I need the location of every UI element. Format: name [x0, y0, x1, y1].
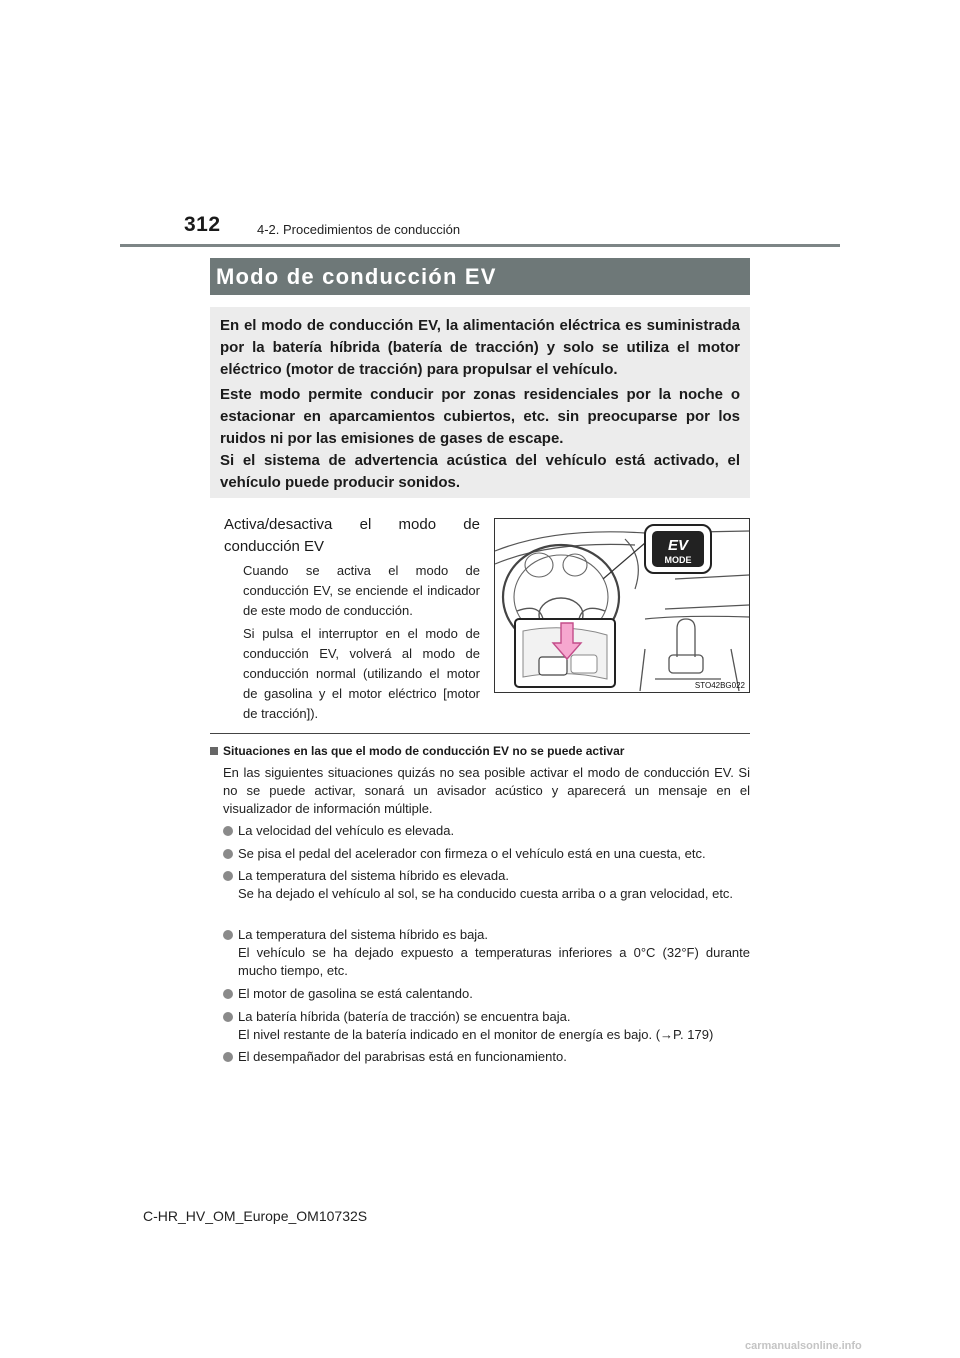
list-item: El desempañador del parabrisas está en funcionamiento.: [223, 1048, 750, 1066]
bullet-dot-icon: [223, 871, 233, 881]
bullet-dot-icon: [223, 1012, 233, 1022]
list-item: El motor de gasolina se está calentando.: [223, 985, 750, 1003]
situations-intro: En las siguientes situaciones quizás no sea posible activar el modo de conducción EV. Si no se puede activar, sonará un avisador acústico y aparecerá un mensaje en el visualizador de información múltiple.: [223, 765, 750, 816]
intro-paragraph: Si el sistema de advertencia acústica del vehículo está activado, el vehículo puede producir sonidos.: [220, 452, 740, 491]
page-number: 312: [184, 213, 221, 236]
intro-box: [210, 307, 750, 498]
section-divider: [210, 733, 750, 734]
intro-paragraph: En el modo de conducción EV, la alimentación eléctrica es suministrada por la batería híbrida (batería de tracción) y solo se utiliza el motor eléctrico (motor de tracción) para propulsar el vehículo.: [220, 317, 740, 378]
situations-title-text: Situaciones en las que el modo de conducción EV no se puede activar: [223, 744, 625, 758]
square-bullet-icon: [210, 747, 218, 755]
watermark: carmanualsonline.info: [745, 1340, 862, 1352]
header-rule: [120, 244, 840, 247]
bullet-dot-icon: [223, 1052, 233, 1062]
page-title: Modo de conducción EV: [216, 264, 497, 289]
ev-button-text-top: EV: [667, 537, 689, 554]
title-bar: [210, 258, 750, 295]
list-item: La temperatura del sistema híbrido es elevada. Se ha dejado el vehículo al sol, se ha conducido cuesta arriba o a gran velocidad, etc.: [223, 867, 750, 903]
ev-switch-note: Cuando se activa el modo de conducción EV, se enciende el indicador de este modo de conducción.: [243, 563, 480, 618]
bullet-dot-icon: [223, 826, 233, 836]
section-heading: 4-2. Procedimientos de conducción: [257, 222, 461, 237]
bullet-dot-icon: [223, 930, 233, 940]
ev-switch-illustration: [494, 518, 750, 693]
ev-button-text-bottom: MODE: [664, 555, 692, 565]
list-item: La temperatura del sistema híbrido es baja. El vehículo se ha dejado expuesto a temperaturas inferiores a 0°C (32°F) durante mucho tiempo, etc.: [223, 926, 750, 980]
bullet-dot-icon: [223, 989, 233, 999]
ev-switch-note: Si pulsa el interruptor en el modo de conducción EV, volverá al modo de conducción normal (utilizando el motor de gasolina y el motor eléctrico [motor de tracción]).: [243, 626, 480, 721]
intro-paragraph: Este modo permite conducir por zonas residenciales por la noche o estacionar en aparcamientos cubiertos, etc. sin preocuparse por los ruidos ni por las emisiones de gases de escape.: [220, 386, 740, 447]
bullet-dot-icon: [223, 849, 233, 859]
dashboard-drawing: [495, 519, 749, 692]
list-item: La velocidad del vehículo es elevada.: [223, 822, 750, 840]
footer-doc-code: C-HR_HV_OM_Europe_OM10732S: [143, 1208, 368, 1224]
ev-mode-button-callout: [645, 525, 711, 573]
list-item: Se pisa el pedal del acelerador con firmeza o el vehículo está en una cuesta, etc.: [223, 845, 750, 863]
illustration-code: STO42BG022: [694, 681, 745, 690]
situations-heading: [210, 744, 624, 758]
list-item: La batería híbrida (batería de tracción) se encuentra baja. El nivel restante de la batería indicado en el monitor de energía es bajo. (→P. 179): [223, 1008, 750, 1044]
ev-switch-label: Activa/desactiva el modo de conducción EV: [224, 516, 480, 555]
